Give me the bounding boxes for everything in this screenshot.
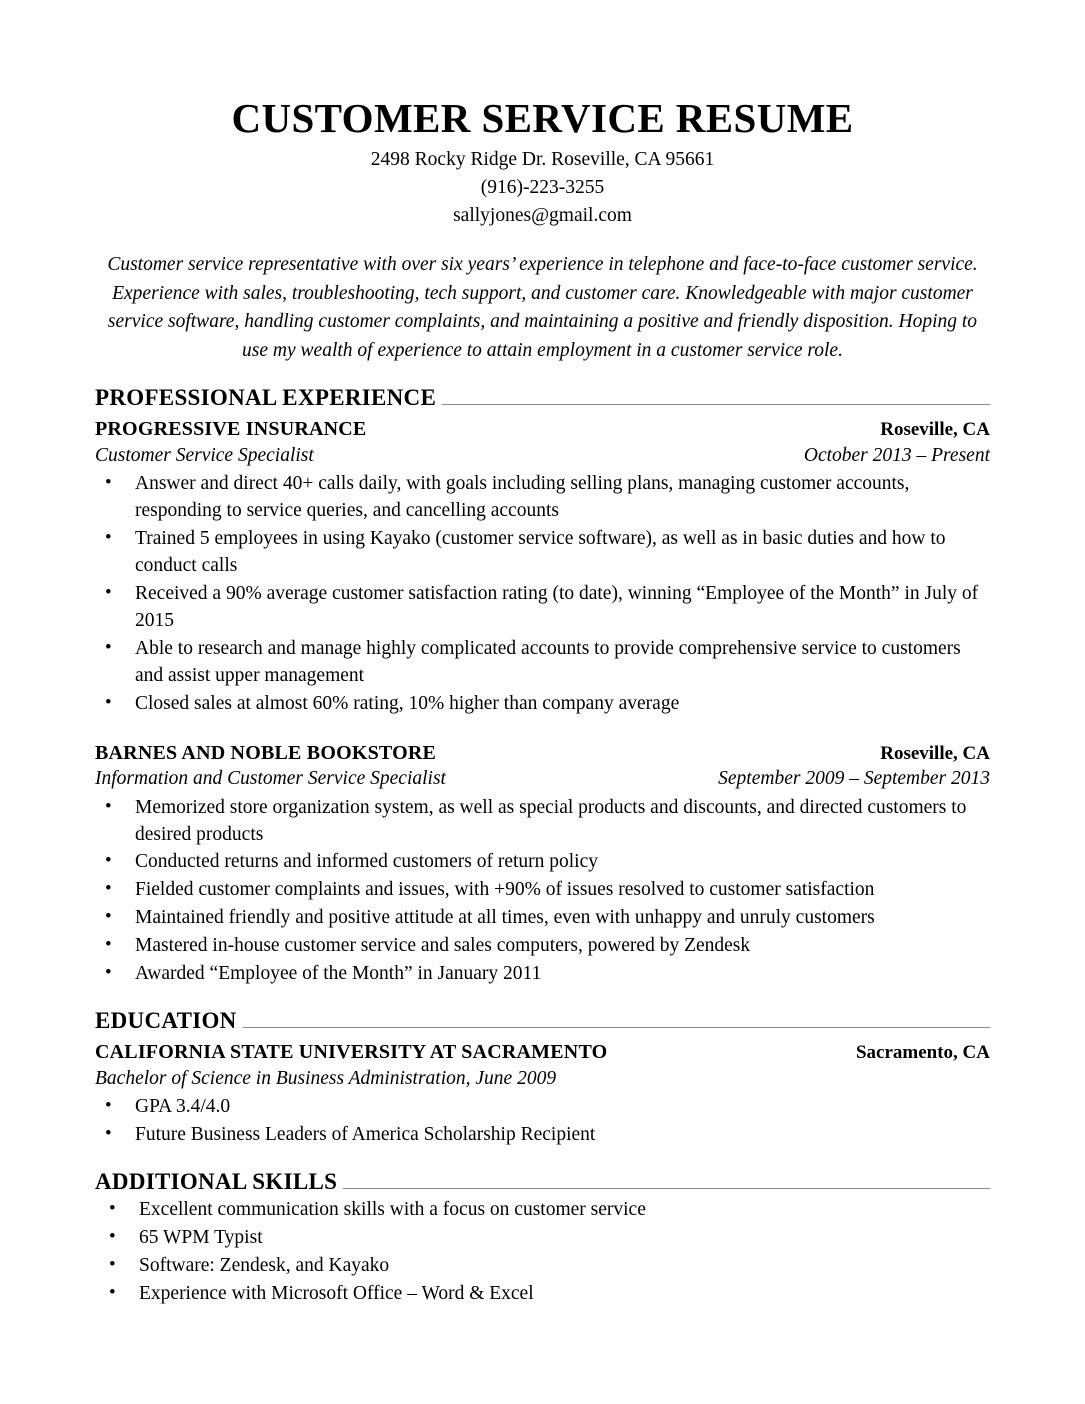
contact-phone: (916)-223-3255	[480, 176, 605, 198]
list-item: • Awarded “Employee of the Month” in January 2011	[95, 961, 990, 988]
employer-name: BARNES AND NOBLE BOOKSTORE	[95, 741, 437, 764]
list-item: • 65 WPM Typist	[95, 1225, 990, 1252]
education-bullet-list	[95, 1094, 990, 1149]
school-location: Sacramento, CA	[855, 1042, 990, 1064]
experience-entry	[95, 416, 990, 717]
section-heading-skills	[95, 1169, 990, 1194]
section-label-education: EDUCATION	[95, 1007, 237, 1033]
job-title: Information and Customer Service Specialist	[95, 768, 446, 790]
education-entry	[95, 1039, 990, 1149]
page-title: CUSTOMER SERVICE RESUME	[231, 95, 854, 141]
section-label-experience: PROFESSIONAL EXPERIENCE	[95, 385, 437, 411]
list-item: • Able to research and manage highly complicated accounts to provide comprehensive service to customers and assist upper management	[95, 636, 990, 690]
list-item: • Received a 90% average customer satisfaction rating (to date), winning “Employee of the Month” in July of 2015	[95, 581, 990, 635]
section-label-skills: ADDITIONAL SKILLS	[95, 1169, 338, 1195]
list-item: • Maintained friendly and positive attitude at all times, even with unhappy and unruly customers	[95, 905, 990, 932]
list-item: • Answer and direct 40+ calls daily, with goals including selling plans, managing customer accounts, responding to service queries, and cancelling accounts	[95, 471, 990, 525]
experience-entry	[95, 740, 990, 988]
job-bullet-list	[95, 795, 990, 988]
resume-header	[95, 95, 990, 229]
section-heading-experience	[95, 385, 990, 410]
list-item: • Fielded customer complaints and issues, with +90% of issues resolved to customer satisfaction	[95, 877, 990, 904]
jobtitle-row	[95, 766, 990, 791]
summary-paragraph: Customer service representative with over six years’ experience in telephone and face-to-face customer service. Experience with sales, troubleshooting, tech support, and customer care. Knowledgeable with major customer service software, handling customer complaints, and maintaining a positive and friendly disposition. Hoping to use my wealth of experience to attain employment in a customer service role.	[107, 254, 978, 361]
list-item: • Excellent communication skills with a focus on customer service	[95, 1197, 990, 1224]
section-rule	[343, 1188, 990, 1189]
list-item: • Experience with Microsoft Office – Word & Excel	[95, 1281, 990, 1308]
school-row	[95, 1039, 990, 1066]
school-name: CALIFORNIA STATE UNIVERSITY AT SACRAMENTO	[95, 1041, 608, 1064]
section-rule	[442, 404, 990, 405]
job-title: Customer Service Specialist	[95, 445, 314, 467]
job-dates: October 2013 – Present	[803, 445, 990, 467]
contact-email: sallyjones@gmail.com	[453, 204, 632, 226]
section-rule	[243, 1027, 990, 1028]
list-item: • Mastered in-house customer service and sales computers, powered by Zendesk	[95, 933, 990, 960]
jobtitle-row	[95, 443, 990, 468]
degree-line: Bachelor of Science in Business Administration, June 2009	[95, 1067, 557, 1089]
list-item: • Trained 5 employees in using Kayako (customer service software), as well as in basic duties and how to conduct calls	[95, 526, 990, 580]
employer-row	[95, 740, 990, 767]
skills-bullet-list	[95, 1197, 990, 1308]
employer-name: PROGRESSIVE INSURANCE	[95, 418, 367, 441]
job-dates: September 2009 – September 2013	[718, 768, 990, 790]
list-item: • Memorized store organization system, as well as special products and discounts, and directed customers to desired products	[95, 795, 990, 849]
list-item: • Conducted returns and informed customers of return policy	[95, 849, 990, 876]
list-item: • Future Business Leaders of America Scholarship Recipient	[95, 1122, 990, 1149]
contact-address: 2498 Rocky Ridge Dr. Roseville, CA 95661	[370, 149, 715, 171]
list-item: • Closed sales at almost 60% rating, 10% higher than company average	[95, 691, 990, 718]
list-item: • GPA 3.4/4.0	[95, 1094, 990, 1121]
job-bullet-list	[95, 471, 990, 717]
employer-location: Roseville, CA	[880, 419, 990, 441]
section-heading-education	[95, 1008, 990, 1033]
employer-location: Roseville, CA	[880, 742, 990, 764]
list-item: • Software: Zendesk, and Kayako	[95, 1253, 990, 1280]
employer-row	[95, 416, 990, 443]
